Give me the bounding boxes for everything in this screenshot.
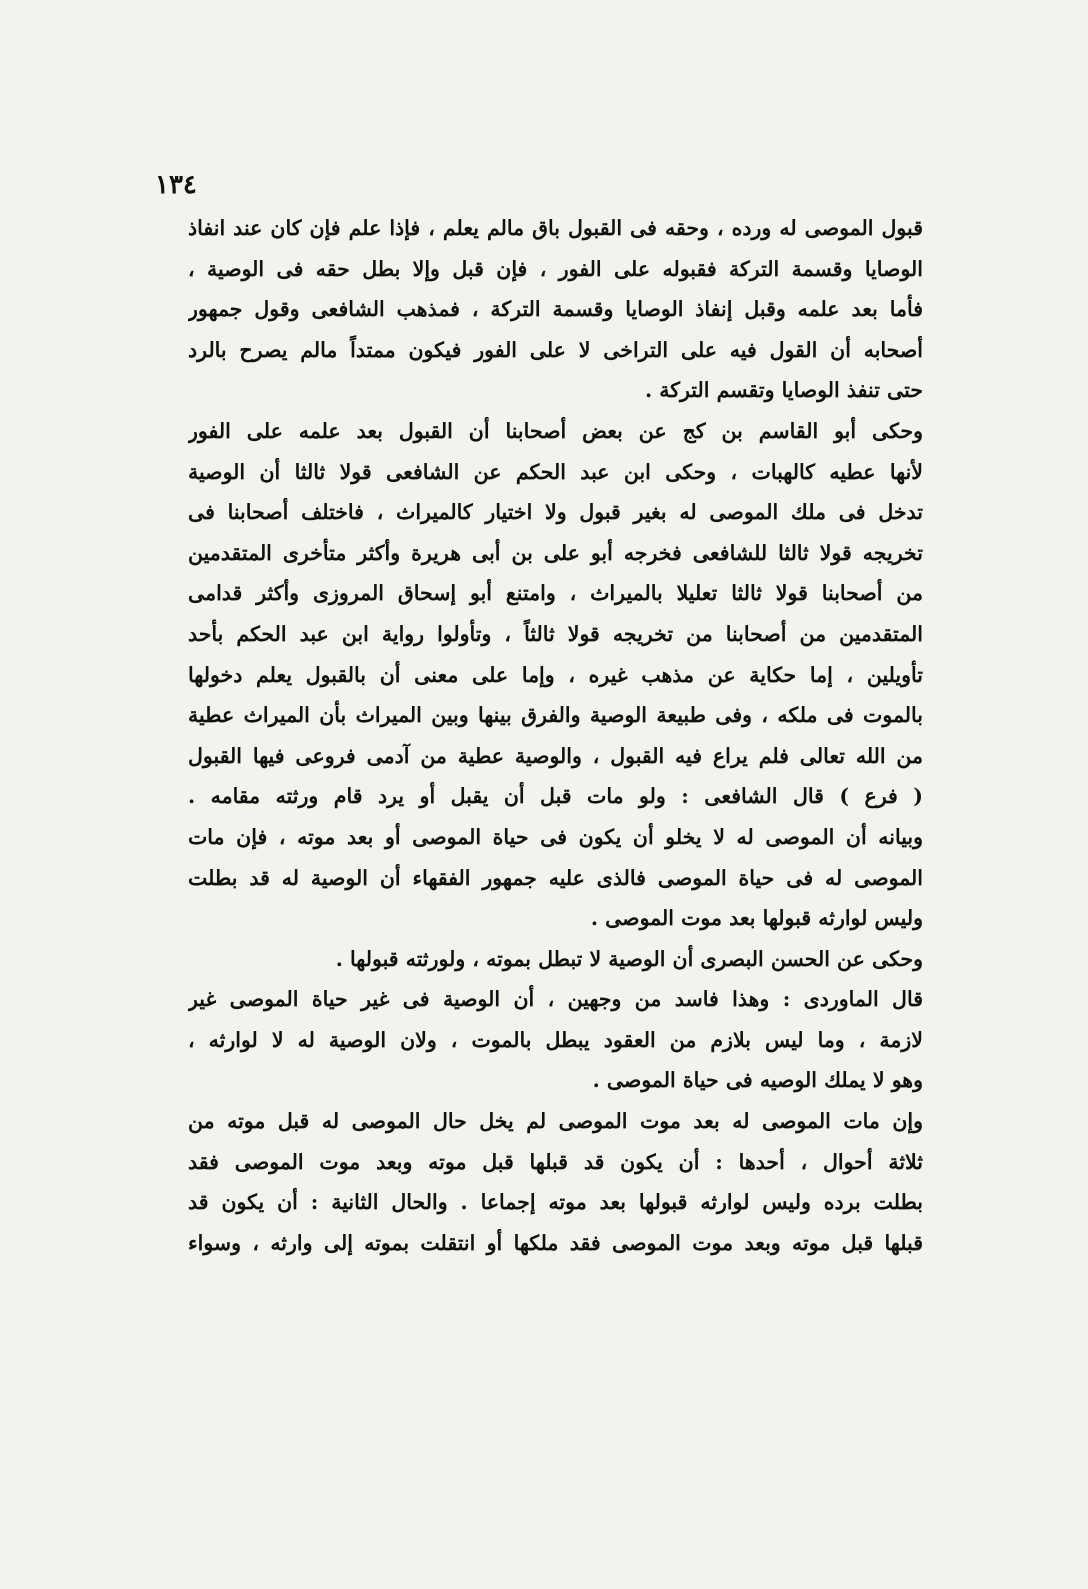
text-line: الوصايا وقسمة التركة فقبوله على الفور ، فإن قبل وإلا بطل حقه فى الوصية ،: [188, 256, 923, 281]
text-line: وإن مات الموصى له بعد موت الموصى لم يخل حال الموصى له قبل موته من: [188, 1109, 923, 1134]
page-number: ١٣٤: [155, 170, 197, 200]
text-line: لأنها عطيه كالهبات ، وحكى ابن عبد الحكم عن الشافعى قولا ثالثا أن الوصية: [188, 459, 923, 484]
text-line: المتقدمين من أصحابنا من تخريجه قولا ثالثاً ، وتأولوا رواية ابن عبد الحكم بأحد: [188, 621, 923, 646]
text-line: بالموت فى ملكه ، وفى طبيعة الوصية والفرق بينها وبين الميراث بأن الميراث عطية: [188, 703, 923, 728]
text-line: ( فرع ) قال الشافعى : ولو مات قبل أن يقبل أو يرد قام ورثته مقامه .: [188, 784, 923, 809]
text-line: من أصحابنا قولا ثالثا تعليلا بالميراث ، وامتنع أبو إسحاق المروزى وأكثر قدامى: [188, 581, 923, 606]
text-line: قبلها قبل موته وبعد موت الموصى فقد ملكها أو انتقلت بموته إلى وارثه ، وسواء: [188, 1230, 923, 1255]
text-line: وحكى عن الحسن البصرى أن الوصية لا تبطل بموته ، ولورثته قبولها .: [335, 946, 923, 971]
text-line: ثلاثة أحوال ، أحدها : أن يكون قد قبلها قبل موته وبعد موت الموصى فقد: [188, 1149, 923, 1174]
text-line: الموصى له فى حياة الموصى فالذى عليه جمهور الفقهاء أن الوصية له قد بطلت: [188, 865, 923, 890]
text-line: لازمة ، وما ليس بلازم من العقود يبطل بالموت ، ولان الوصية له لا لوارثه ،: [188, 1027, 923, 1052]
text-line: حتى تنفذ الوصايا وتقسم التركة .: [644, 378, 923, 403]
text-line: بطلت برده وليس لوارثه قبولها بعد موته إجماعا . والحال الثانية : أن يكون قد: [188, 1190, 923, 1215]
text-line: وحكى أبو القاسم بن كج عن بعض أصحابنا أن القبول بعد علمه على الفور: [188, 418, 923, 443]
text-line: تدخل فى ملك الموصى له بغير قبول ولا اختيار كالميراث ، فاختلف أصحابنا فى: [188, 500, 923, 525]
text-line: وليس لوارثه قبولها بعد موت الموصى .: [590, 906, 923, 931]
text-line: قبول الموصى له ورده ، وحقه فى القبول باق مالم يعلم ، فإذا علم فإن كان عند انفاذ: [188, 216, 923, 240]
text-line: فأما بعد علمه وقبل إنفاذ الوصايا وقسمة التركة ، فمذهب الشافعى وقول جمهور: [188, 297, 923, 322]
text-line: من الله تعالى فلم يراع فيه القبول ، والوصية عطية من آدمى فروعى فيها القبول: [188, 743, 923, 768]
text-line: تأويلين ، إما حكاية عن مذهب غيره ، وإما على معنى أن بالقبول يعلم دخولها: [188, 662, 923, 687]
body-text: [188, 208, 923, 1263]
text-line: تخريجه قولا ثالثا للشافعى فخرجه أبو على بن أبى هريرة وأكثر متأخرى المتقدمين: [188, 540, 923, 565]
text-line: أصحابه أن القول فيه على التراخى لا على الفور فيكون ممتداً مالم يصرح بالرد: [188, 337, 923, 362]
text-line: وبيانه أن الموصى له لا يخلو أن يكون فى حياة الموصى أو بعد موته ، فإن مات: [188, 824, 923, 849]
text-line: قال الماوردى : وهذا فاسد من وجهين ، أن الوصية فى غير حياة الموصى غير: [188, 987, 923, 1012]
text-line: وهو لا يملك الوصيه فى حياة الموصى .: [592, 1068, 923, 1093]
